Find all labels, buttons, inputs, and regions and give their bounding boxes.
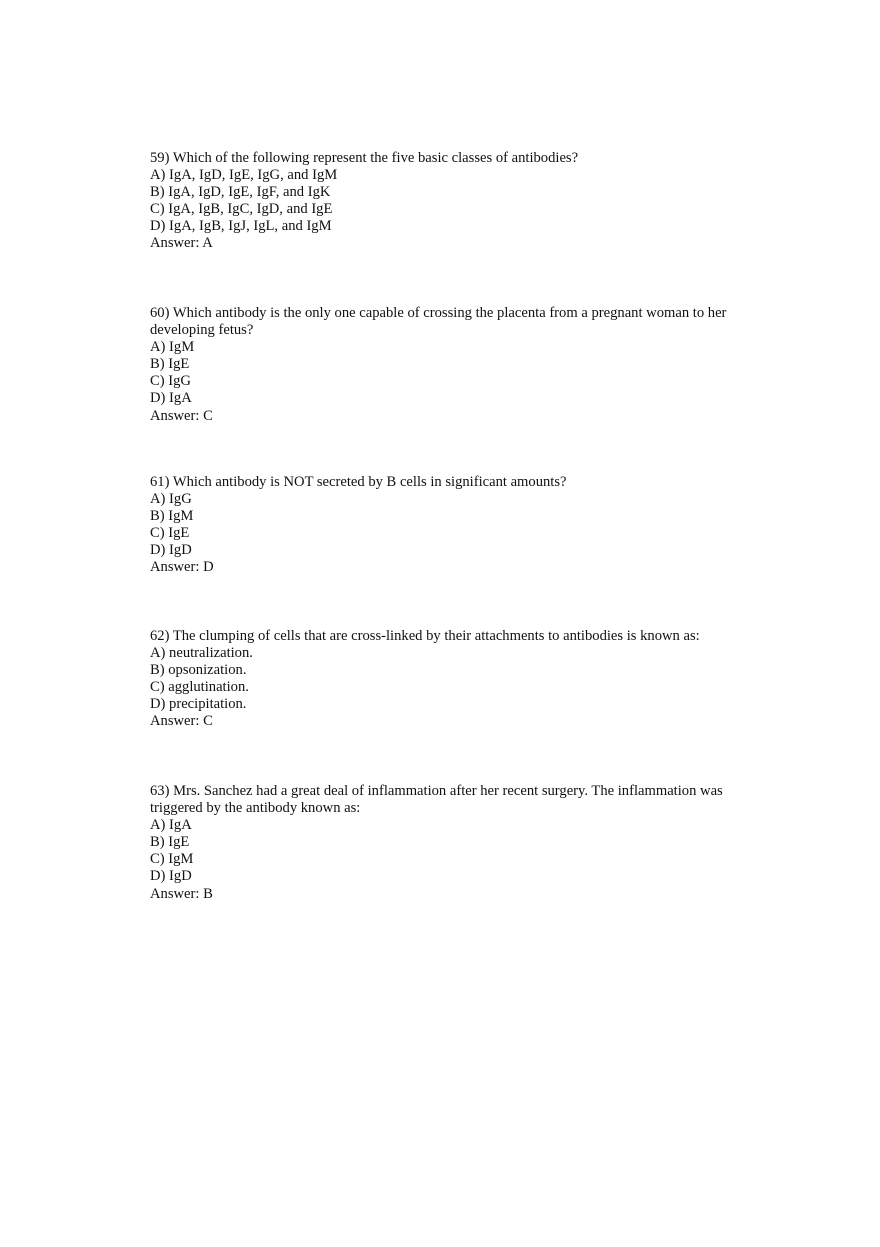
option-c: C) agglutination. xyxy=(150,679,249,696)
answer-line: Answer: C xyxy=(150,713,213,730)
option-c: C) IgG xyxy=(150,373,191,390)
option-a: A) IgA, IgD, IgE, IgG, and IgM xyxy=(150,167,338,184)
option-b: B) opsonization. xyxy=(150,662,247,679)
option-b: B) IgE xyxy=(150,834,190,851)
question-stem: 59) Which of the following represent the five basic classes of antibodies? xyxy=(150,150,579,166)
question-stem: 62) The clumping of cells that are cross-linked by their attachments to antibodies is known as: xyxy=(150,628,700,644)
option-c: C) IgA, IgB, IgC, IgD, and IgE xyxy=(150,201,333,218)
option-d: D) IgA, IgB, IgJ, IgL, and IgM xyxy=(150,218,332,235)
question-59 xyxy=(150,150,750,253)
option-a: A) IgG xyxy=(150,491,192,508)
question-stem: 61) Which antibody is NOT secreted by B cells in significant amounts? xyxy=(150,474,567,490)
question-60 xyxy=(150,305,750,425)
option-d: D) IgD xyxy=(150,868,192,885)
question-stem: 63) Mrs. Sanchez had a great deal of inflammation after her recent surgery. The inflammation was triggered by the antibody known as: xyxy=(150,783,723,817)
option-b: B) IgA, IgD, IgE, IgF, and IgK xyxy=(150,184,331,201)
option-a: A) IgM xyxy=(150,339,195,356)
option-c: C) IgM xyxy=(150,851,194,868)
option-a: A) IgA xyxy=(150,817,192,834)
question-62 xyxy=(150,628,750,731)
option-b: B) IgM xyxy=(150,508,194,525)
option-d: D) IgA xyxy=(150,390,192,407)
option-a: A) neutralization. xyxy=(150,645,253,662)
option-d: D) IgD xyxy=(150,542,192,559)
answer-line: Answer: A xyxy=(150,235,213,252)
question-61 xyxy=(150,474,750,577)
answer-line: Answer: D xyxy=(150,559,214,576)
answer-line: Answer: B xyxy=(150,885,213,902)
option-b: B) IgE xyxy=(150,356,190,373)
answer-line: Answer: C xyxy=(150,407,213,424)
option-c: C) IgE xyxy=(150,525,190,542)
question-63 xyxy=(150,783,750,903)
option-d: D) precipitation. xyxy=(150,696,247,713)
question-stem: 60) Which antibody is the only one capable of crossing the placenta from a pregnant woman to her developing fetus? xyxy=(150,305,727,339)
